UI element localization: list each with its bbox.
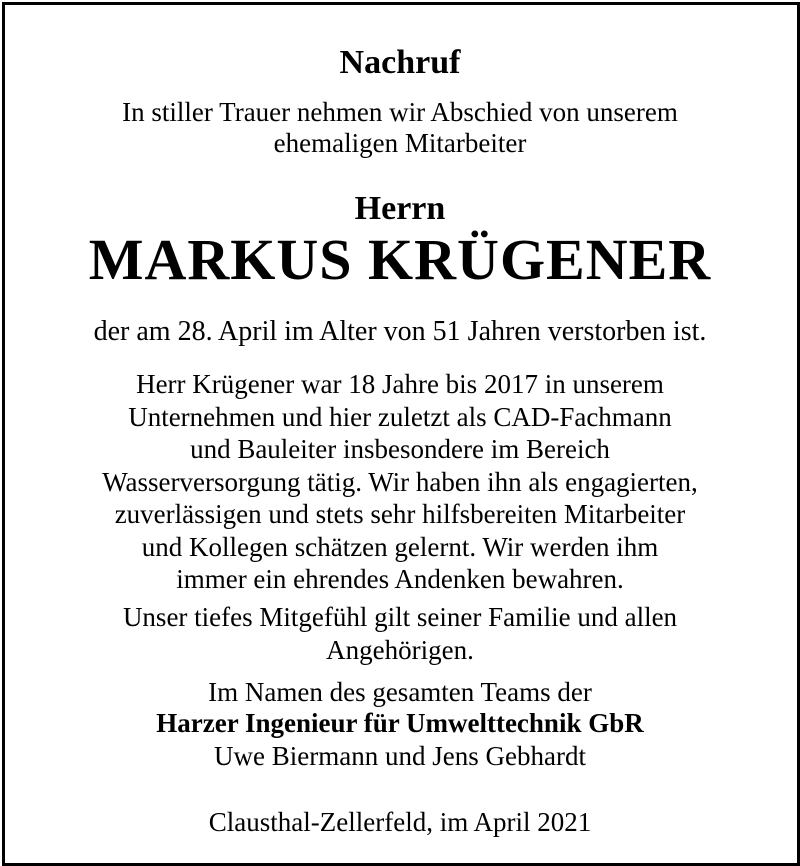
tribute-text	[0, 368, 800, 596]
place-and-date: Clausthal-Zellerfeld, im April 2021	[208, 807, 592, 837]
intro-text	[0, 97, 800, 159]
intro-line: ehemaligen Mitarbeiter	[273, 128, 527, 158]
intro-line: In stiller Trauer nehmen wir Abschied von unserem	[122, 97, 678, 127]
signature-intro: Im Namen des gesamten Teams der	[208, 677, 592, 707]
tribute-line: immer ein ehrendes Andenken bewahren.	[176, 564, 624, 594]
company-name: Harzer Ingenieur für Umwelttechnik GbR	[156, 708, 644, 738]
tribute-line: zuverlässigen und stets sehr hilfsbereiten Mitarbeiter	[114, 499, 686, 529]
deceased-name: MARKUS KRÜGENER	[88, 227, 712, 292]
condolence-text	[0, 601, 800, 666]
tribute-line: und Kollegen schätzen gelernt. Wir werden ihm	[141, 531, 659, 562]
obituary-title: Nachruf	[339, 44, 461, 81]
condolence-line: Angehörigen.	[326, 634, 474, 665]
signatories: Uwe Biermann und Jens Gebhardt	[214, 741, 586, 771]
tribute-line: Herr Krügener war 18 Jahre bis 2017 in unserem	[136, 369, 664, 399]
salutation: Herrn	[354, 190, 446, 227]
tribute-line: und Bauleiter insbesondere im Bereich	[190, 434, 610, 464]
condolence-line: Unser tiefes Mitgefühl gilt seiner Familie und allen	[122, 602, 678, 632]
death-statement: der am 28. April im Alter von 51 Jahren verstorben ist.	[93, 316, 707, 347]
tribute-line: Wasserversorgung tätig. Wir haben ihn als engagierten,	[102, 466, 698, 497]
tribute-line: Unternehmen und hier zuletzt als CAD-Fachmann	[128, 401, 672, 432]
